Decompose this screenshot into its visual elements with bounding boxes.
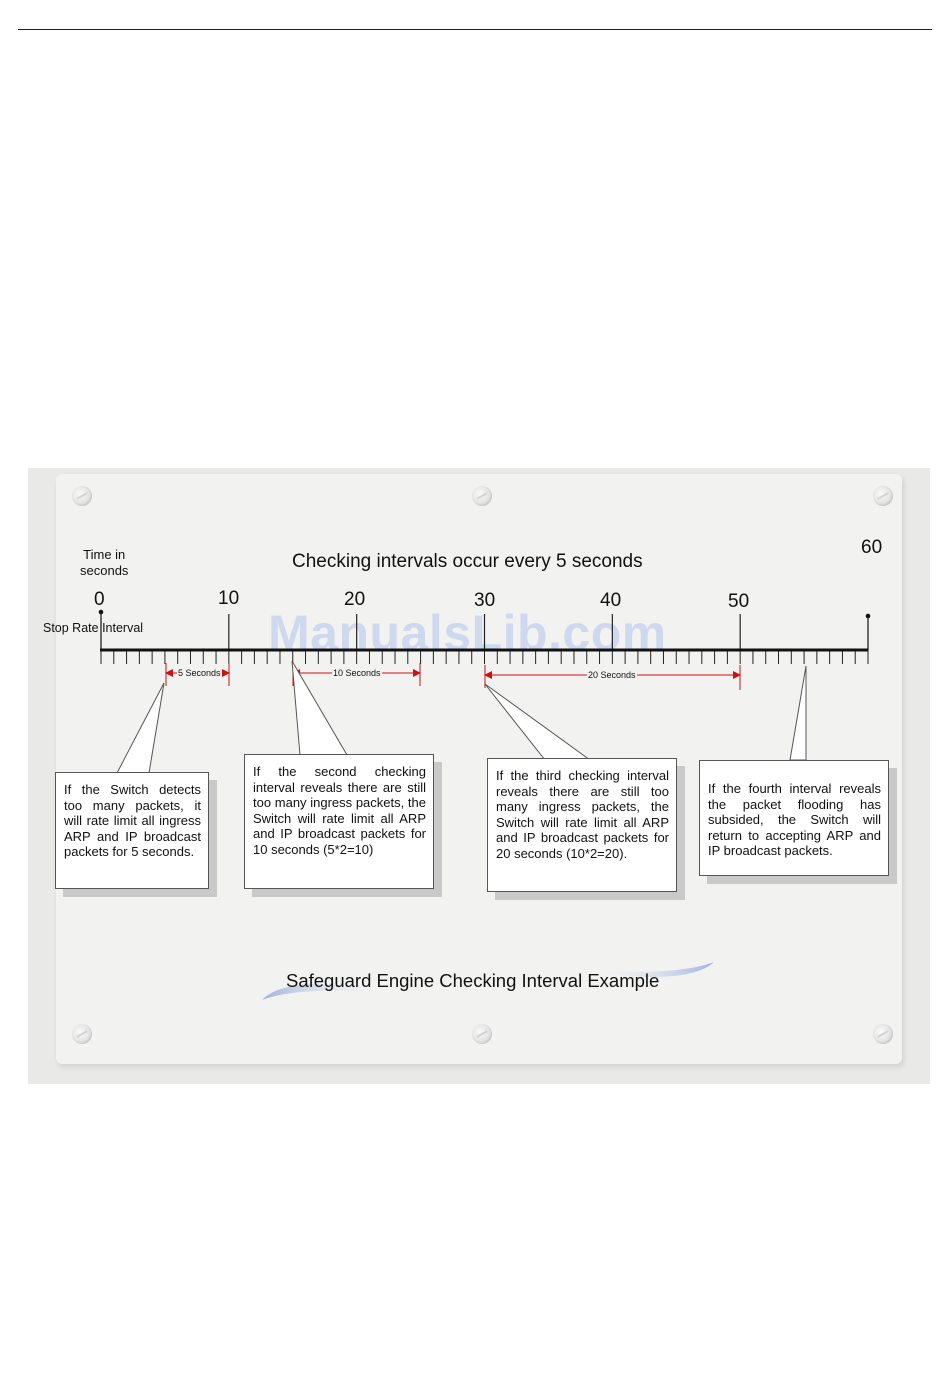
stop-rate-interval-label: Stop Rate Interval — [43, 621, 144, 635]
tick-number: 20 — [344, 589, 366, 610]
watermark: ManualsLib.com — [268, 605, 667, 661]
tick-number: 0 — [94, 589, 105, 610]
callout-box-first: If the Switch detects too many packets, it will rate limit all ingress ARP and IP broadcast packets for 5 seconds. — [55, 772, 209, 889]
timeline-ticks — [101, 614, 868, 664]
diagram-caption: Safeguard Engine Checking Interval Example — [286, 970, 660, 991]
callout-pointer — [485, 684, 590, 760]
callout-box-second: If the second checking interval reveals there are still too many ingress packets, the Switch will rate limit all ARP and IP broadcast packets for 10 seconds (5*2=10) — [244, 754, 434, 889]
callout-box-third: If the third checking interval reveals there are still too many ingress packets, the Switch will rate limit all ARP and IP broadcast packets for 20 seconds (10*2=20). — [487, 758, 677, 892]
span-label-20s: 20 Seconds — [588, 670, 636, 680]
callout-box-fourth: If the fourth interval reveals the packet flooding has subsided, the Switch will return to accepting ARP and IP broadcast packets. — [699, 760, 889, 876]
end-marker-dot — [866, 614, 871, 619]
tick-number: 50 — [728, 591, 750, 612]
callout-pointer — [790, 666, 806, 760]
time-axis-label: Time in seconds — [80, 547, 129, 578]
callout-pointer — [117, 683, 164, 773]
tick-number: 40 — [600, 590, 622, 611]
span-label-5s: 5 Seconds — [178, 668, 221, 678]
diagram-heading: Checking intervals occur every 5 seconds — [292, 551, 643, 572]
start-marker-dot — [99, 610, 104, 615]
tick-number: 30 — [474, 590, 496, 611]
span-label-10s: 10 Seconds — [333, 668, 381, 678]
time-end-label: 60 — [861, 537, 883, 558]
tick-number: 10 — [218, 588, 240, 609]
